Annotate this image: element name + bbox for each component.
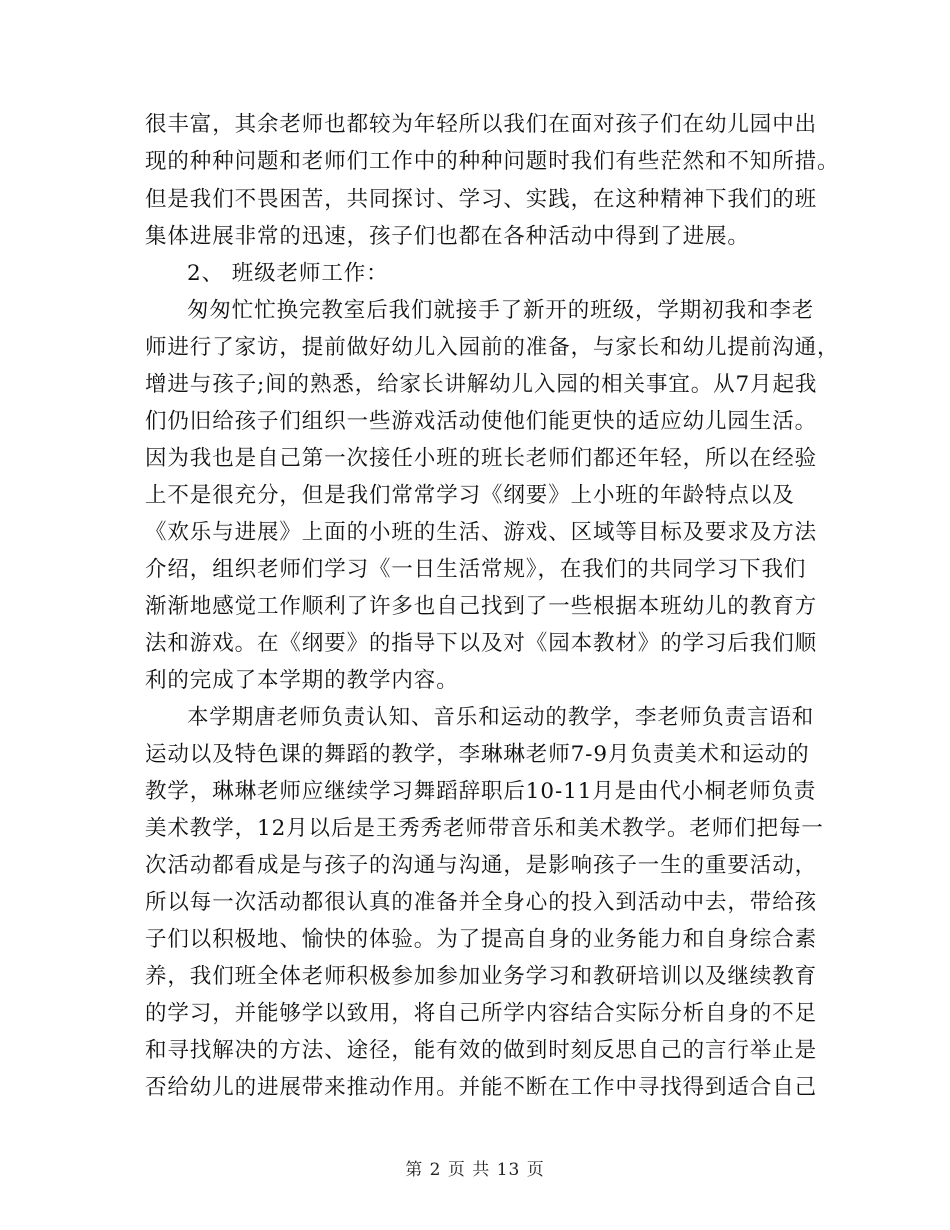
paragraph-line: 因为我也是自己第一次接任小班的班长老师们都还年轻，所以在经验 (145, 446, 818, 471)
paragraph-line: 教学，琳琳老师应继续学习舞蹈辞职后10-11月是由代小桐老师负责 (145, 779, 817, 804)
paragraph-line: 利的完成了本学期的教学内容。 (145, 668, 459, 693)
paragraph-line: 《欢乐与进展》上面的小班的生活、游戏、区域等目标及要求及方法 (145, 520, 818, 545)
paragraph-line: 本学期唐老师负责认知、音乐和运动的教学，李老师负责言语和 (187, 705, 815, 730)
paragraph-line: 集体进展非常的迅速，孩子们也都在各种活动中得到了进展。 (145, 224, 750, 249)
paragraph-line: 法和游戏。在《纲要》的指导下以及对《园本教材》的学习后我们顺 (145, 631, 818, 656)
paragraph-line: 所以每一次活动都很认真的准备并全身心的投入到活动中去，带给孩 (145, 890, 818, 915)
paragraph-line: 和寻找解决的方法、途径，能有效的做到时刻反思自己的言行举止是 (145, 1038, 818, 1063)
paragraph-line: 师进行了家访，提前做好幼儿入园前的准备，与家长和幼儿提前沟通， (145, 335, 840, 360)
paragraph-line: 美术教学，12月以后是王秀秀老师带音乐和美术教学。老师们把每一 (145, 816, 824, 841)
paragraph-line: 匆匆忙忙换完教室后我们就接手了新开的班级，学期初我和李老 (187, 298, 815, 323)
paragraph-line: 的学习，并能够学以致用，将自己所学内容结合实际分析自身的不足 (145, 1001, 818, 1026)
paragraph-line: 次活动都看成是与孩子的沟通与沟通，是影响孩子一生的重要活动， (145, 853, 818, 878)
paragraph-line: 很丰富，其余老师也都较为年轻所以我们在面对孩子们在幼儿园中出 (145, 112, 818, 137)
paragraph-line: 增进与孩子;间的熟悉，给家长讲解幼儿入园的相关事宜。从7月起我 (145, 372, 818, 397)
paragraph-line: 养，我们班全体老师积极参加参加业务学习和教研培训以及继续教育 (145, 964, 818, 989)
paragraph-line: 运动以及特色课的舞蹈的教学，李琳琳老师7-9月负责美术和运动的 (145, 742, 810, 767)
section-heading: 2、 班级老师工作： (187, 261, 389, 286)
paragraph-line: 渐渐地感觉工作顺利了许多也自己找到了一些根据本班幼儿的教育方 (145, 594, 818, 619)
paragraph-line: 子们以积极地、愉快的体验。为了提高自身的业务能力和自身综合素 (145, 927, 818, 952)
paragraph-line: 上不是很充分，但是我们常常学习《纲要》上小班的年龄特点以及 (145, 483, 795, 508)
paragraph-line: 但是我们不畏困苦，共同探讨、学习、实践，在这种精神下我们的班 (145, 187, 818, 212)
page-number-footer: 第 2 页 共 13 页 (405, 1160, 545, 1180)
paragraph-line: 介绍，组织老师们学习《一日生活常规》，在我们的共同学习下我们 (145, 557, 807, 582)
paragraph-line: 们仍旧给孩子们组织一些游戏活动使他们能更快的适应幼儿园生活。 (145, 409, 818, 434)
paragraph-line: 否给幼儿的进展带来推动作用。并能不断在工作中寻找得到适合自己 (145, 1075, 818, 1100)
paragraph-line: 现的种种问题和老师们工作中的种种问题时我们有些茫然和不知所措。 (145, 149, 840, 174)
